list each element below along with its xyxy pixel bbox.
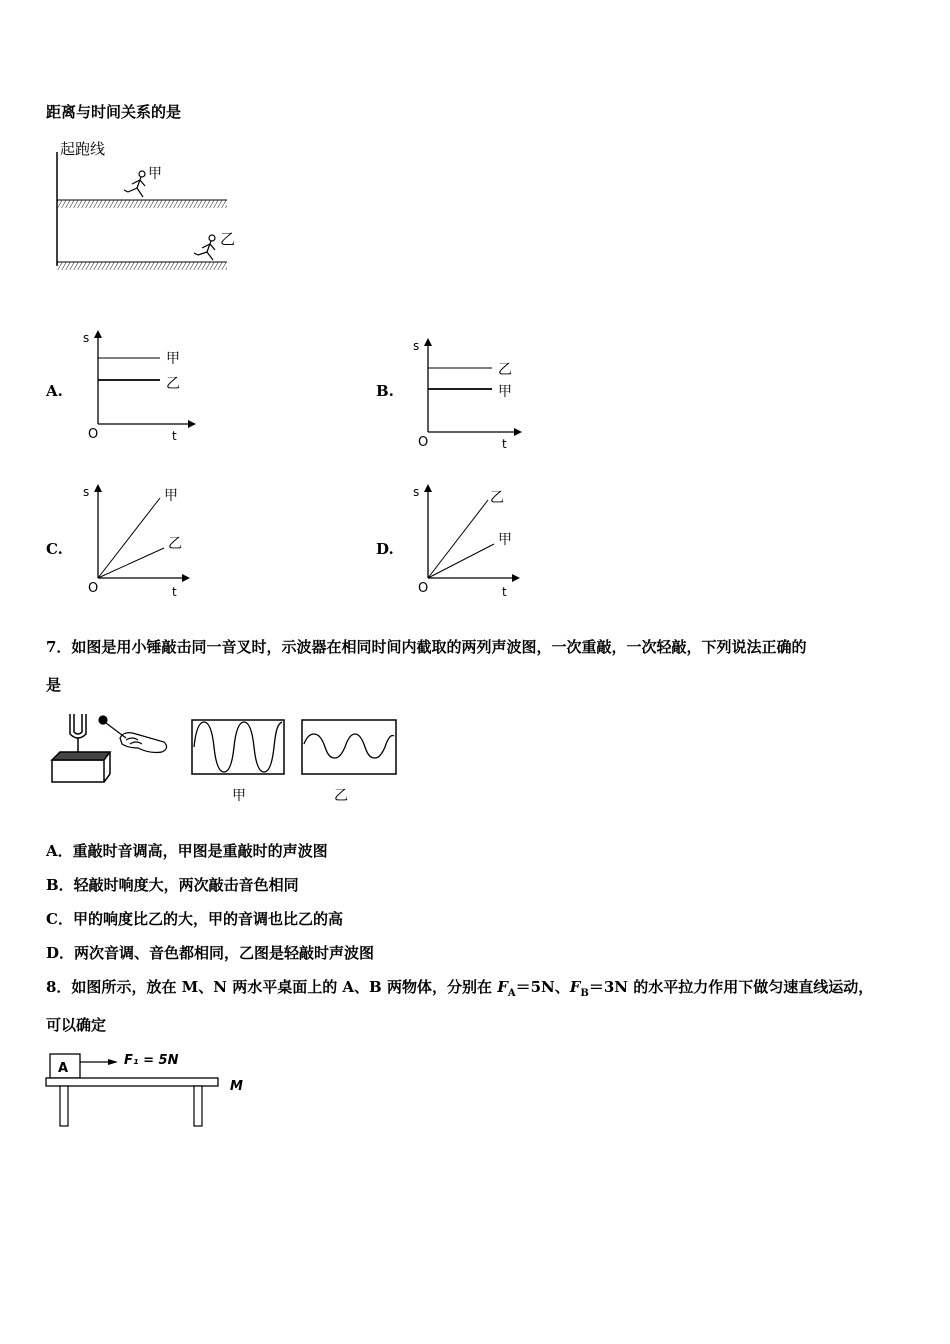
axis-s-label: s <box>83 331 90 345</box>
fb-subscript: B <box>580 988 589 999</box>
option-b-label: B. <box>376 382 394 400</box>
block-a-label: A <box>58 1061 69 1076</box>
axis-t-label: t <box>172 585 177 599</box>
q7-stem-line2: 是 <box>46 676 62 694</box>
axis-s-label: s <box>83 485 90 499</box>
runner-1-label: 甲 <box>148 166 162 182</box>
axis-t-label: t <box>502 585 507 599</box>
fa-symbol: F <box>497 978 508 996</box>
q7-option-c: C．甲的响度比乙的大，甲的音调也比乙的高 <box>46 910 343 928</box>
graph-option-b <box>408 334 538 454</box>
origin-label: O <box>88 581 99 596</box>
q7-option-b: B．轻敲时响度大，两次敲击音色相同 <box>46 876 299 894</box>
q8-stem-part1: 8．如图所示，放在 M、N 两水平桌面上的 A、B 两物体，分别在 <box>46 978 498 996</box>
lane-ground <box>57 262 227 270</box>
table-top <box>46 1078 218 1086</box>
option-c-label: C. <box>46 540 63 558</box>
fb-value: ＝3N 的水平拉力作用下做匀速直线运动， <box>588 978 874 996</box>
steep-line-label: 乙 <box>490 490 504 506</box>
start-line-label: 起跑线 <box>60 140 106 158</box>
graph-option-d <box>408 480 538 600</box>
q8-stem-line2: 可以确定 <box>46 1016 107 1034</box>
runner-2-label: 乙 <box>220 230 236 248</box>
axis-s-label: s <box>413 485 420 499</box>
wave-1-label: 甲 <box>232 788 246 804</box>
line-shallow <box>428 544 494 578</box>
q8-figure <box>44 1044 264 1134</box>
graph-option-a <box>78 326 208 446</box>
q7-figure <box>46 708 406 808</box>
track-figure <box>44 134 244 274</box>
wave-2-frame <box>302 720 396 774</box>
q7-option-a: A．重敲时音调高，甲图是重敲时的声波图 <box>46 842 328 860</box>
graph-option-c <box>78 480 208 600</box>
table-label: M <box>230 1079 243 1094</box>
q7-stem-line1: 7．如图是用小锤敲击同一音叉时，示波器在相同时间内截取的两列声波图，一次重敲，一次轻敲，下列说法正确的 <box>46 638 807 656</box>
fb-symbol: F <box>569 978 581 996</box>
fa-value: ＝5N、 <box>515 978 570 996</box>
force-label: F₁ = 5N <box>124 1053 179 1068</box>
axis-t-label: t <box>502 437 507 451</box>
top-line-label: 甲 <box>166 351 180 367</box>
line-shallow <box>98 548 164 578</box>
origin-label: O <box>418 435 429 450</box>
bottom-line-label: 甲 <box>498 384 512 400</box>
option-d-label: D. <box>376 540 394 558</box>
bottom-line-label: 乙 <box>166 376 180 392</box>
runner-1-icon <box>124 171 145 197</box>
origin-label: O <box>88 427 99 442</box>
origin-label: O <box>418 581 429 596</box>
table-leg-right <box>194 1086 202 1126</box>
top-line-label: 乙 <box>498 362 512 378</box>
hammer-hand-icon <box>99 716 167 753</box>
lane-divider <box>57 200 227 208</box>
wave-2-label: 乙 <box>334 788 348 804</box>
line-steep <box>428 500 488 578</box>
shallow-line-label: 乙 <box>168 536 182 552</box>
line-steep <box>98 498 160 578</box>
fa-subscript: A <box>507 988 516 999</box>
axis-t-label: t <box>172 429 177 443</box>
steep-line-label: 甲 <box>164 488 178 504</box>
option-a-label: A. <box>46 382 63 400</box>
axis-s-label: s <box>413 339 420 353</box>
q8-stem-line1 <box>46 977 873 1004</box>
shallow-line-label: 甲 <box>498 532 512 548</box>
q7-option-d: D．两次音调、音色都相同，乙图是轻敲时声波图 <box>46 944 375 962</box>
runner-2-icon <box>194 235 215 260</box>
table-leg-left <box>60 1086 68 1126</box>
q6-stem-tail: 距离与时间关系的是 <box>46 103 182 121</box>
